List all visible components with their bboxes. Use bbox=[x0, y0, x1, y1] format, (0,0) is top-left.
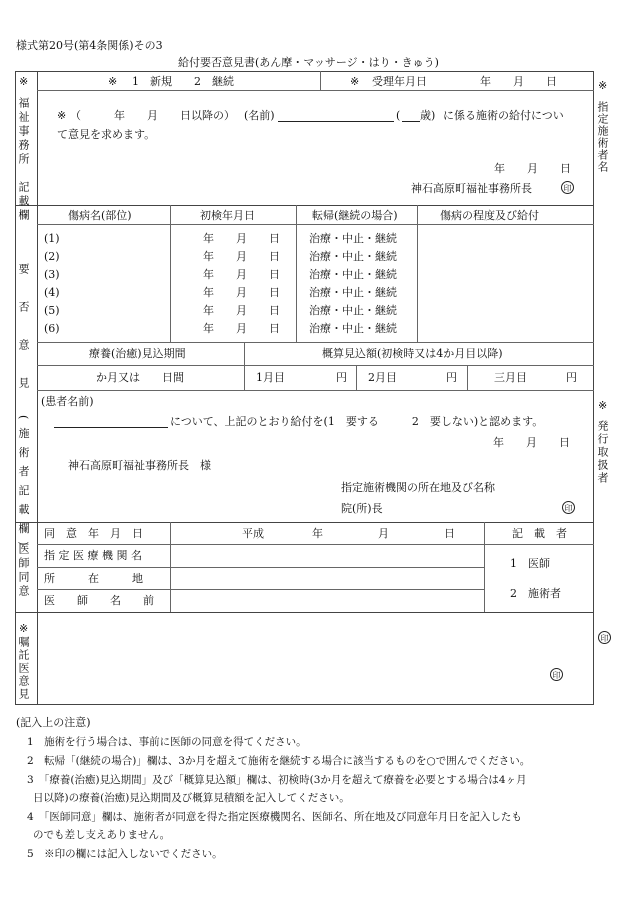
institution-label: 指定施術機関の所在地及び名称 bbox=[341, 481, 495, 494]
right-mark-2: ※ bbox=[598, 399, 608, 412]
row-line bbox=[37, 342, 594, 343]
confirm-text: について、上記のとおり給付を(1 要する 2 要しない)と認めます。 bbox=[170, 415, 544, 428]
row-line bbox=[37, 544, 484, 545]
row-date[interactable]: 年 月 日 bbox=[203, 304, 280, 317]
consent-era: 平成 bbox=[242, 527, 264, 540]
office-chief: 神石高原町福祉事務所長 bbox=[411, 182, 532, 195]
row-date[interactable]: 年 月 日 bbox=[203, 232, 280, 245]
period-label: 療養(治癒)見込期間 bbox=[89, 347, 186, 360]
opinion-section-label: 要 否 意 見 (施術者記載欄) bbox=[17, 263, 30, 554]
row-line bbox=[37, 224, 594, 225]
designated-practitioner-label: 指定施術者名 bbox=[596, 101, 609, 173]
patient-label: (患者名前) bbox=[41, 395, 94, 408]
row-outcome[interactable]: 治療・中止・継続 bbox=[309, 304, 397, 317]
received-date-field[interactable]: 年 月 日 bbox=[480, 75, 557, 88]
row-number: (1) bbox=[44, 232, 60, 245]
row-outcome[interactable]: 治療・中止・継続 bbox=[309, 268, 397, 281]
col-line bbox=[296, 205, 297, 342]
seal-icon: 印 bbox=[562, 501, 575, 514]
col-header-outcome: 転帰(継続の場合) bbox=[312, 209, 398, 222]
address-label: 所 在 地 bbox=[44, 572, 143, 585]
writer-option-doctor[interactable]: 1 医師 bbox=[510, 557, 550, 570]
note-item: 2 転帰「(継続の場合)」欄は、3か月を超えて施術を継続する場合に該当するものを○で囲んでください。 bbox=[27, 755, 531, 767]
age-label: 歳) bbox=[420, 109, 436, 122]
period-field[interactable]: か月又は 日間 bbox=[96, 371, 184, 384]
col-line bbox=[417, 205, 418, 342]
row-line bbox=[37, 390, 594, 391]
row-outcome[interactable]: 治療・中止・継続 bbox=[309, 322, 397, 335]
request-text: に係る施術の給付につい bbox=[443, 109, 564, 122]
row-number: (5) bbox=[44, 304, 60, 317]
row-number: (2) bbox=[44, 250, 60, 263]
writer-option-practitioner[interactable]: 2 施術者 bbox=[510, 587, 561, 600]
medical-institution-label: 指 定 医 療 機 関 名 bbox=[44, 549, 142, 562]
seal-icon: 印 bbox=[550, 668, 563, 681]
form-title: 給付要否意見書(あん摩・マッサージ・はり・きゅう) bbox=[178, 56, 439, 69]
month3-label: 三月目 bbox=[494, 371, 527, 384]
opinion-date[interactable]: 年 月 日 bbox=[493, 436, 570, 449]
note-item: 1 施術を行う場合は、事前に医師の同意を得てください。 bbox=[27, 736, 307, 748]
director-label: 院(所)長 bbox=[341, 502, 383, 515]
doctor-name-label: 医 師 名 前 bbox=[44, 594, 154, 607]
row-outcome[interactable]: 治療・中止・継続 bbox=[309, 250, 397, 263]
date-mark: ※ bbox=[350, 75, 360, 88]
type-options[interactable]: 1 新規 2 継続 bbox=[132, 75, 234, 88]
consent-date-field[interactable]: 年 月 日 bbox=[312, 527, 455, 540]
form-number: 様式第20号(第4条関係)その3 bbox=[16, 39, 163, 52]
note-item: 日以降)の療養(治癒)見込期間及び概算見積額を記入してください。 bbox=[33, 792, 350, 804]
age-open: ( bbox=[396, 109, 401, 122]
row-date[interactable]: 年 月 日 bbox=[203, 286, 280, 299]
month1-label: 1月目 bbox=[256, 371, 285, 384]
row-line bbox=[484, 544, 594, 545]
office-mark: ※ bbox=[19, 75, 29, 88]
note-item: 5 ※印の欄には記入しないでください。 bbox=[27, 848, 223, 860]
col-line bbox=[170, 205, 171, 342]
request-mark: ※ bbox=[57, 109, 67, 122]
col-header-severity: 傷病の程度及び給付 bbox=[440, 209, 539, 222]
col-line bbox=[467, 365, 468, 390]
type-mark: ※ bbox=[108, 75, 118, 88]
row-date[interactable]: 年 月 日 bbox=[203, 250, 280, 263]
writer-label: 記 載 者 bbox=[512, 527, 567, 540]
request-text-2: て意見を求めます。 bbox=[57, 128, 156, 141]
patient-name-label: (名前) bbox=[244, 109, 275, 122]
col-line bbox=[244, 342, 245, 390]
row-line bbox=[37, 567, 484, 568]
col-line bbox=[484, 522, 485, 612]
office-date[interactable]: 年 月 日 bbox=[494, 162, 571, 175]
section-divider bbox=[15, 612, 594, 613]
row-outcome[interactable]: 治療・中止・継続 bbox=[309, 232, 397, 245]
row-outcome[interactable]: 治療・中止・継続 bbox=[309, 286, 397, 299]
row-date[interactable]: 年 月 日 bbox=[203, 268, 280, 281]
patient-name-line[interactable] bbox=[54, 427, 168, 428]
commission-mark: ※ bbox=[19, 622, 29, 635]
col-header-first-date: 初検年月日 bbox=[200, 209, 255, 222]
row-line bbox=[37, 90, 594, 91]
row-number: (6) bbox=[44, 322, 60, 335]
row-line bbox=[37, 589, 484, 590]
seal-icon: 印 bbox=[561, 181, 574, 194]
age-line[interactable] bbox=[402, 121, 420, 122]
row-date[interactable]: 年 月 日 bbox=[203, 322, 280, 335]
doctor-section-label: 医師同意 bbox=[17, 543, 30, 599]
month2-yen: 円 bbox=[446, 371, 457, 384]
note-item: のでも差し支えありません。 bbox=[33, 829, 171, 841]
received-date-label: 受理年月日 bbox=[372, 75, 427, 88]
patient-name-line[interactable] bbox=[278, 121, 394, 122]
notes-heading: (記入上の注意) bbox=[16, 716, 91, 729]
col-line bbox=[320, 71, 321, 90]
consent-date-label: 同 意 年 月 日 bbox=[44, 527, 143, 540]
col-line bbox=[356, 365, 357, 390]
cost-label: 概算見込額(初検時又は4か月目以降) bbox=[322, 347, 503, 360]
label-column-divider bbox=[37, 71, 38, 705]
note-item: 3 「療養(治癒)見込期間」及び「概算見込額」欄は、初検時(3か月を超えて療養を必要とする場合は4ヶ月 bbox=[27, 774, 527, 786]
right-mark-1: ※ bbox=[598, 79, 608, 92]
section-divider bbox=[15, 522, 594, 523]
seal-icon: 印 bbox=[598, 631, 611, 644]
commission-section-label: 嘱託医意見 bbox=[17, 636, 30, 701]
row-number: (4) bbox=[44, 286, 60, 299]
month2-label: 2月目 bbox=[368, 371, 397, 384]
col-line bbox=[170, 522, 171, 612]
col-header-injury: 傷病名(部位) bbox=[68, 209, 132, 222]
issuer-label: 発行取扱者 bbox=[596, 420, 609, 485]
addressee: 神石高原町福祉事務所長 様 bbox=[68, 459, 211, 472]
request-date-text: （ 年 月 日以降の） bbox=[70, 109, 235, 122]
note-item: 4 「医師同意」欄は、施術者が同意を得た指定医療機関名、医師名、所在地及び同意年月日を記入したも bbox=[27, 811, 522, 823]
month1-yen: 円 bbox=[336, 371, 347, 384]
row-number: (3) bbox=[44, 268, 60, 281]
section-divider bbox=[15, 205, 594, 206]
row-line bbox=[37, 365, 594, 366]
month3-yen: 円 bbox=[566, 371, 577, 384]
office-section-label: 福祉事務所 記載欄 bbox=[17, 97, 30, 223]
